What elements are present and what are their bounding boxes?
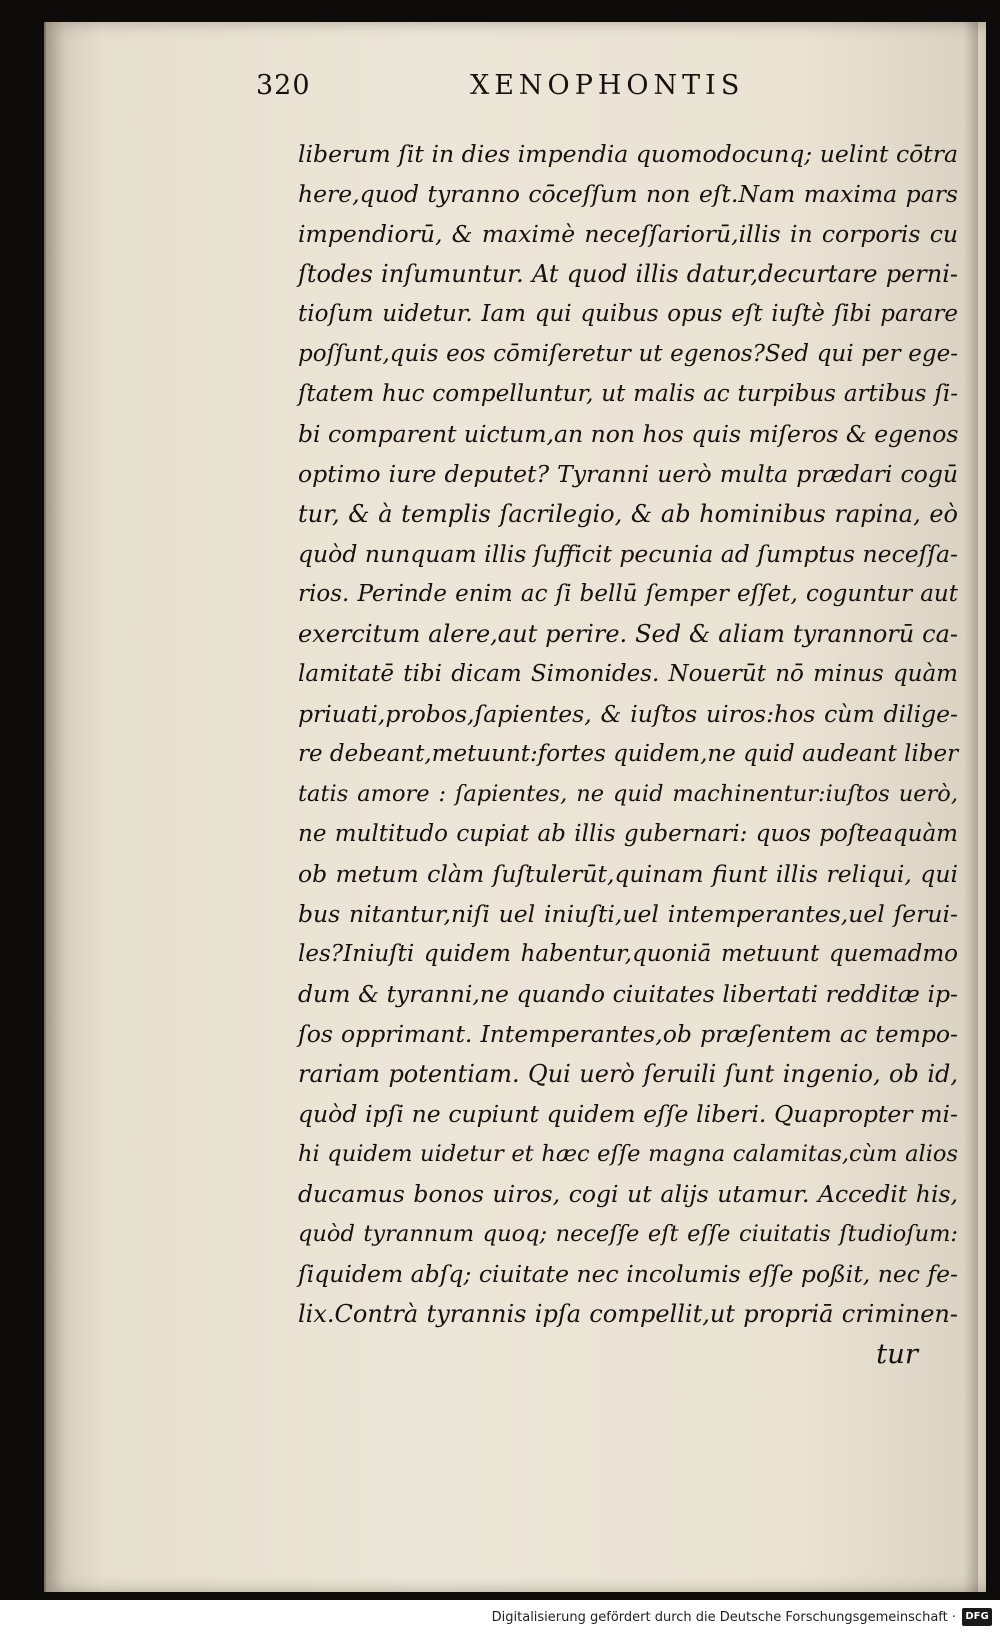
dfg-logo: DFG [962,1608,992,1626]
text-line: lix.Contrà tyrannis ipſa compellit,ut propriā criminen- [298,1300,958,1328]
text-line: priuati,probos,ſapientes, & iuſtos uiros:hos cùm dilige- [298,700,958,728]
text-line: tur [876,1338,918,1370]
text-line: quòd nunquam illis ſufficit pecunia ad ſumptus neceſſa- [298,540,958,568]
text-line: quòd tyrannum quoq; neceſſe eſt eſſe ciuitatis ſtudioſum: [298,1221,958,1247]
text-line: tatis amore : ſapientes, ne quid machinentur:iuſtos uerò, [298,781,958,807]
page-edge-shadow [964,22,978,1592]
body-text [298,134,958,1374]
funding-credit: Digitalisierung gefördert durch die Deutsche Forschungsgemeinschaft · [491,1610,956,1625]
text-line: lamitatē tibi dicam Simonides. Nouerūt nō minus quàm [298,661,958,687]
text-line: ſiquidem abſq; ciuitate nec incolumis eſſe poßit, nec fe- [298,1260,958,1288]
text-line: optimo iure deputet? Tyranni uerò multa prædari cogū [298,460,958,488]
text-line: ſtatem huc compelluntur, ut malis ac turpibus artibus ſi- [298,381,958,407]
text-line: impendiorū, & maximè neceſſariorū,illis in corporis cu [298,220,958,248]
text-line: bus nitantur,niſi uel iniuſti,uel intemperantes,uel ſerui- [298,900,958,928]
text-line: liberum ſit in dies impendia quomodocunq; uelint cōtra [298,140,958,168]
text-line: ſos opprimant. Intemperantes,ob præſentem ac tempo- [298,1020,958,1048]
text-line: bi comparent uictum,an non hos quis miſeros & egenos [298,420,959,448]
text-line: les?Iniuſti quidem habentur,quoniā metuunt quemadmo [298,941,958,967]
page-number: 320 [256,70,311,101]
text-line: exercitum alere,aut perire. Sed & aliam tyrannorū ca- [298,620,958,648]
text-line: tur, & à templis ſacrilegio, & ab hominibus rapina, eò [298,500,958,528]
text-line: ob metum clàm ſuſtulerūt,quinam fiunt illis reliqui, qui [298,860,958,888]
text-line: quòd ipſi ne cupiunt quidem eſſe liberi. Quapropter mi- [298,1100,958,1128]
text-line: hi quidem uidetur et hæc eſſe magna calamitas,cùm alios [298,1141,958,1167]
text-line: ſtodes inſumuntur. At quod illis datur,decurtare perni- [298,260,958,288]
text-line: dum & tyranni,ne quando ciuitates libertati redditæ ip- [298,980,958,1008]
text-line: rios. Perinde enim ac ſi bellū ſemper eſſet, coguntur aut [298,581,958,607]
text-line: tioſum uidetur. Iam qui quibus opus eſt iuſtè ſibi parare [298,301,958,327]
text-line: poſſunt,quis eos cōmiſeretur ut egenos?Sed qui per ege- [298,341,958,367]
text-line: ducamus bonos uiros, cogi ut alijs utamur. Accedit his, [298,1180,958,1208]
text-line: re debeant,metuunt:fortes quidem,ne quid audeant liber [298,741,959,767]
text-line: ne multitudo cupiat ab illis gubernari: quos poſteaquàm [298,821,958,847]
text-line: here,quod tyranno cōceſſum non eſt.Nam maxima pars [298,180,958,208]
text-line: rariam potentiam. Qui uerò ſeruili ſunt ingenio, ob id, [298,1060,958,1088]
running-title: XENOPHONTIS [470,70,745,101]
digitization-footer [0,1600,1000,1642]
